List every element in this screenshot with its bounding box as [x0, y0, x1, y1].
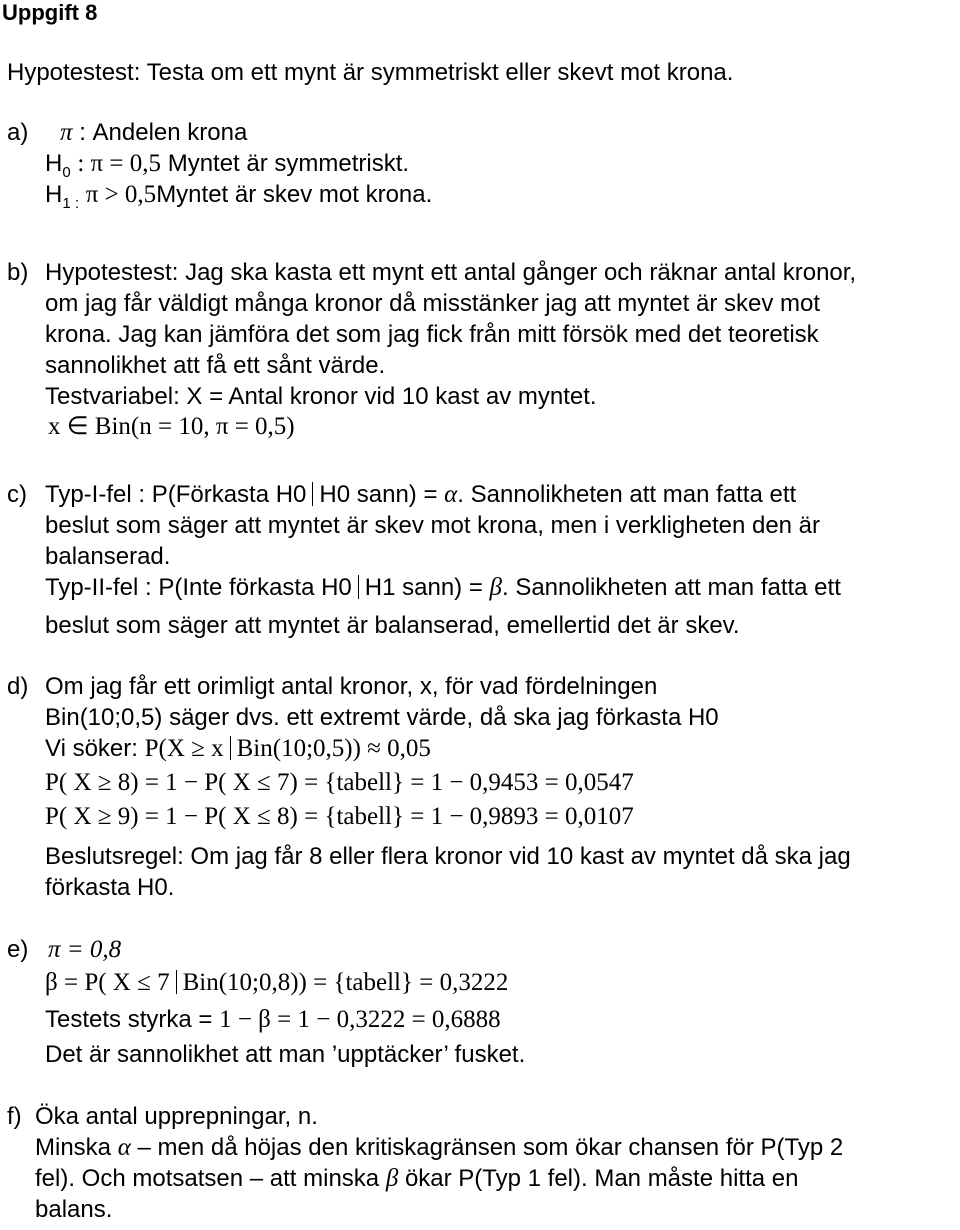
type1-error-line: Typ-I-fel : P(Förkasta H0 H0 sann) = α. Sannolikheten att man fatta ett — [45, 481, 797, 508]
type2-error-line: Typ-II-fel : P(Inte förkasta H0 H1 sann) = β. Sannolikheten att man fatta ett — [45, 574, 841, 601]
section-f-label: f) — [7, 1103, 22, 1130]
section-c-line3: balanserad. — [45, 543, 171, 570]
h0-hypothesis: $H_0$ : π = 0,5 Myntet är symmetriskt. — [45, 150, 410, 181]
search-line: Vi söker: P(X ≥ x Bin(10;0,5)) ≈ 0,05 — [45, 735, 431, 762]
section-d-label: d) — [7, 673, 29, 700]
section-b-line1: Hypotestest: Jag ska kasta ett mynt ett antal gånger och räknar antal kronor, — [45, 259, 857, 286]
section-c-line5: beslut som säger att myntet är balanserad, emellertid det är skev. — [45, 612, 740, 639]
section-b-line2: om jag får väldigt många kronor då misstänker jag att myntet är skev mot — [45, 290, 820, 317]
section-f-line1: Öka antal upprepningar, n. — [35, 1103, 318, 1130]
h1-hypothesis: $H_{1 :}$ π > 0,5Myntet är skev mot krona. — [45, 181, 433, 212]
decision-rule-line1: Beslutsregel: Om jag får 8 eller flera kronor vid 10 kast av myntet då ska jag — [45, 843, 851, 870]
section-a-line1: π : Andelen krona — [60, 119, 248, 146]
conditional-bar — [312, 482, 313, 506]
section-c-label: c) — [7, 481, 27, 508]
section-f-line2: Minska α – men då höjas den kritiskagränsen som ökar chansen för P(Typ 2 — [35, 1134, 844, 1161]
section-f-line4: balans. — [35, 1196, 113, 1223]
probability-eq-9: P( X ≥ 9) = 1 − P( X ≤ 8) = {tabell} = 1 − 0,9893 = 0,0107 — [45, 803, 634, 830]
distribution-formula: x ∈ Bin(n = 10, π = 0,5) — [48, 413, 295, 440]
conditional-bar — [230, 736, 231, 760]
section-a-label: a) — [7, 119, 29, 146]
conditional-bar — [176, 970, 177, 994]
section-b-line4: sannolikhet att få ett sånt värde. — [45, 352, 386, 379]
conditional-bar — [358, 575, 359, 599]
section-e-label: e) — [7, 936, 29, 963]
section-b-line3: krona. Jag kan jämföra det som jag fick från mitt försök med det teoretisk — [45, 321, 819, 348]
section-b-line5: Testvariabel: X = Antal kronor vid 10 kast av myntet. — [45, 383, 597, 410]
pi-value: π = 0,8 — [48, 936, 122, 963]
section-e-line4: Det är sannolikhet att man ’upptäcker’ fusket. — [45, 1041, 526, 1068]
beta-formula: β = P( X ≤ 7 Bin(10;0,8)) = {tabell} = 0,3222 — [45, 969, 509, 996]
section-f-line3: fel). Och motsatsen – att minska β ökar P(Typ 1 fel). Man måste hitta en — [35, 1165, 799, 1192]
page-title: Uppgift 8 — [2, 0, 98, 25]
test-power-line: Testets styrka = 1 − β = 1 − 0,3222 = 0,6888 — [45, 1006, 501, 1033]
decision-rule-line2: förkasta H0. — [45, 874, 175, 901]
section-b-label: b) — [7, 259, 29, 286]
section-d-line2: Bin(10;0,5) säger dvs. ett extremt värde, då ska jag förkasta H0 — [45, 704, 719, 731]
section-d-line1: Om jag får ett orimligt antal kronor, x, för vad fördelningen — [45, 673, 658, 700]
probability-eq-8: P( X ≥ 8) = 1 − P( X ≤ 7) = {tabell} = 1 − 0,9453 = 0,0547 — [45, 769, 634, 796]
intro-text: Hypotestest: Testa om ett mynt är symmetriskt eller skevt mot krona. — [7, 59, 734, 86]
section-c-line2: beslut som säger att myntet är skev mot krona, men i verkligheten den är — [45, 512, 821, 539]
